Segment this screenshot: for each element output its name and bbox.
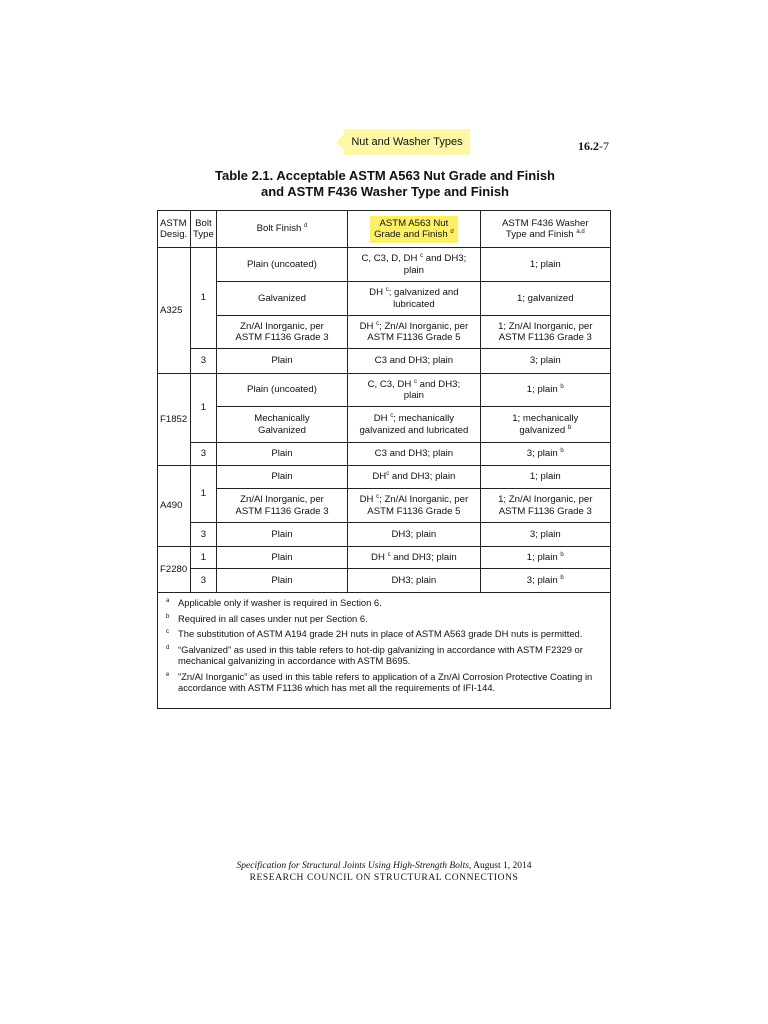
type-cell: 3 xyxy=(190,523,216,547)
table-row xyxy=(158,466,611,489)
type-cell: 3 xyxy=(190,443,216,466)
washer-cell: 1; plain xyxy=(480,248,610,282)
table-row xyxy=(158,547,611,569)
nut-cell: $DH^c$ and DH3; plain xyxy=(348,466,480,489)
table-row xyxy=(158,407,611,443)
washer-cell: 1; mechanically galvanized $^b$ xyxy=(480,407,610,443)
nut-cell: C3 and DH3; plain xyxy=(348,349,480,374)
footnote-b: b Required in all cases under nut per Section 6. xyxy=(166,612,368,624)
footer-citation: Specification for Structural Joints Using High-Strength Bolts, August 1, 2014 xyxy=(236,861,532,871)
header-desig: ASTM Desig. xyxy=(158,211,191,248)
washer-cell: 3; plain xyxy=(480,523,610,547)
footnote-a: a Applicable only if washer is required in Section 6. xyxy=(166,597,382,608)
finish-cell: Mechanically Galvanized xyxy=(216,407,347,443)
finish-cell: Galvanized xyxy=(216,282,347,316)
washer-cell: 1; plain $^b$ xyxy=(480,374,610,407)
page-number: 16.2-7 xyxy=(578,139,609,153)
finish-cell: Plain xyxy=(216,443,347,466)
header-bolt-finish: Bolt Finish $^d$ xyxy=(216,211,347,248)
table-row xyxy=(158,349,611,374)
spec-table xyxy=(157,210,611,709)
footer-organization: RESEARCH COUNCIL ON STRUCTURAL CONNECTIONS xyxy=(249,873,519,883)
nut-cell: C, C3, DH $^c$ and DH3; plain xyxy=(348,374,480,407)
footnote-c: c The substitution of ASTM A194 grade 2H nuts in place of ASTM A563 grade DH nuts is permitted. xyxy=(166,628,583,639)
washer-cell: 3; plain $^b$ xyxy=(480,569,610,593)
table-title-line2: and ASTM F436 Washer Type and Finish xyxy=(260,184,509,199)
type-cell: 1 xyxy=(190,547,216,569)
type-cell: 3 xyxy=(190,569,216,593)
finish-cell: Zn/Al Inorganic, per ASTM F1136 Grade 3 xyxy=(216,316,347,349)
table-row xyxy=(158,489,611,523)
highlight: ASTM A563 Nut Grade and Finish $^d$ xyxy=(370,216,458,243)
finish-cell: Plain xyxy=(216,466,347,489)
header-row xyxy=(158,211,611,248)
finish-cell: Zn/Al Inorganic, per ASTM F1136 Grade 3 xyxy=(216,489,347,523)
type-cell: 1 xyxy=(190,374,216,443)
nut-cell: DH $^c$; Zn/Al Inorganic, per ASTM F1136 Grade 5 xyxy=(348,316,480,349)
nut-cell: C, C3, D, DH $^c$ and DH3; plain xyxy=(348,248,480,282)
table-title-line1: Table 2.1. Acceptable ASTM A563 Nut Grade and Finish xyxy=(214,168,555,183)
finish-cell: Plain (uncoated) xyxy=(216,248,347,282)
nut-cell: DH $^c$; galvanized and lubricated xyxy=(348,282,480,316)
table-row xyxy=(158,569,611,593)
nut-cell: DH $^c$; mechanically galvanized and lubricated xyxy=(348,407,480,443)
washer-cell: 3; plain $^b$ xyxy=(480,443,610,466)
page-footer xyxy=(0,860,768,884)
table-row xyxy=(158,248,611,282)
desig-cell: A325 xyxy=(158,248,191,374)
footnote-e: e ”Zn/Al Inorganic” as used in this table refers to application of a Zn/Al Corrosion Protective Coating in accordance with ASTM F1136 which has met all the requirements of IFI-144. xyxy=(166,670,593,693)
nut-cell: DH3; plain xyxy=(348,523,480,547)
washer-cell: 1; plain xyxy=(480,466,610,489)
table-row xyxy=(158,282,611,316)
footnotes xyxy=(158,593,611,709)
footnotes-row xyxy=(158,593,611,709)
desig-cell: A490 xyxy=(158,466,191,547)
nut-cell: DH $^c$; Zn/Al Inorganic, per ASTM F1136 Grade 5 xyxy=(348,489,480,523)
finish-cell: Plain (uncoated) xyxy=(216,374,347,407)
washer-cell: 1; plain $^b$ xyxy=(480,547,610,569)
desig-cell: F2280 xyxy=(158,547,191,593)
table-row xyxy=(158,523,611,547)
table-row xyxy=(158,443,611,466)
finish-cell: Plain xyxy=(216,523,347,547)
table-row xyxy=(158,374,611,407)
washer-cell: 1; Zn/Al Inorganic, per ASTM F1136 Grade 3 xyxy=(480,316,610,349)
nut-cell: DH $^c$ and DH3; plain xyxy=(348,547,480,569)
header-washer-type: ASTM F436 Washer Type and Finish $^{a,d}$ xyxy=(480,211,610,248)
footnote-d: d “Galvanized” as used in this table refers to hot-dip galvanizing in accordance with ASTM F2329 or mechanical galvanizing in accordance with ASTM B695. xyxy=(166,643,583,666)
table-title xyxy=(158,168,612,200)
header-nut-grade xyxy=(348,211,480,248)
nut-cell: DH3; plain xyxy=(348,569,480,593)
section-tag[interactable] xyxy=(344,129,470,155)
washer-cell: 1; galvanized xyxy=(480,282,610,316)
desig-cell: F1852 xyxy=(158,374,191,466)
finish-cell: Plain xyxy=(216,569,347,593)
table-row xyxy=(158,316,611,349)
type-cell: 3 xyxy=(190,349,216,374)
finish-cell: Plain xyxy=(216,547,347,569)
washer-cell: 3; plain xyxy=(480,349,610,374)
type-cell: 1 xyxy=(190,248,216,349)
type-cell: 1 xyxy=(190,466,216,523)
finish-cell: Plain xyxy=(216,349,347,374)
washer-cell: 1; Zn/Al Inorganic, per ASTM F1136 Grade 3 xyxy=(480,489,610,523)
section-tag-label: Nut and Washer Types xyxy=(351,136,463,148)
nut-cell: C3 and DH3; plain xyxy=(348,443,480,466)
header-type: Bolt Type xyxy=(190,211,216,248)
